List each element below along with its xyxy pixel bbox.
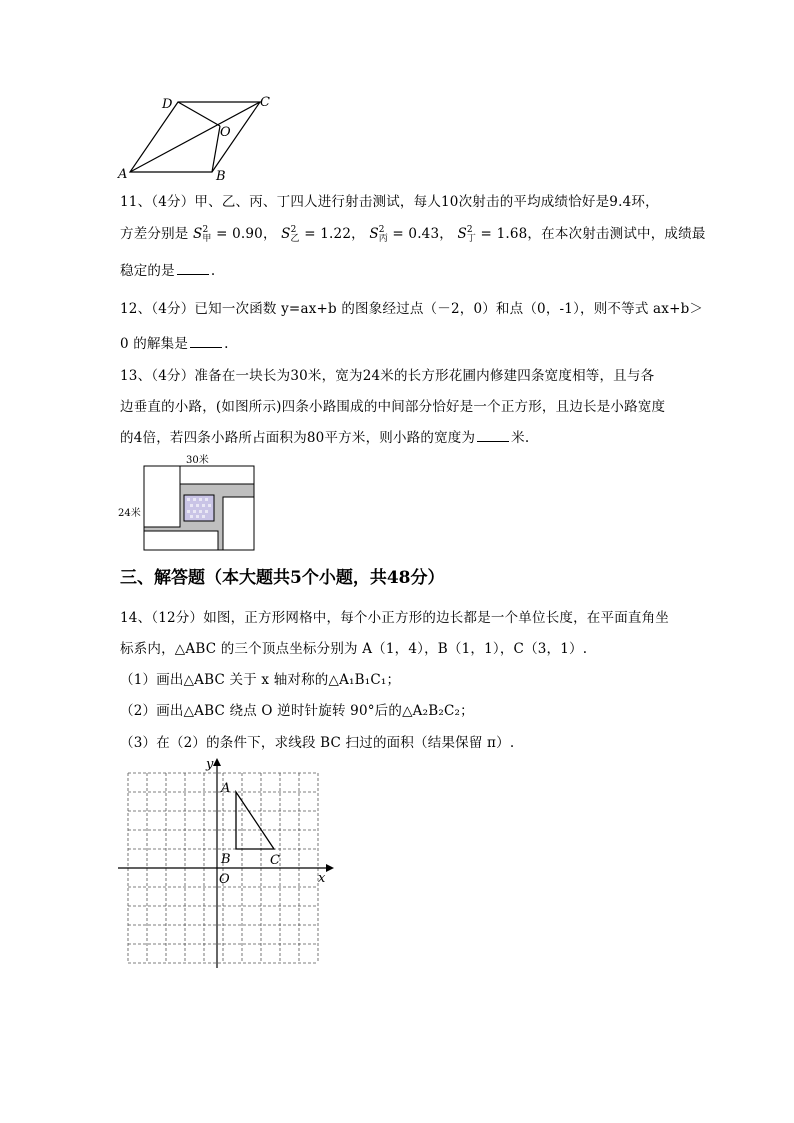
parallelogram-figure — [112, 92, 282, 184]
diagonal-ac — [130, 102, 260, 172]
q11-line2: 方差分别是 $S^2_甲 = 0.90$， $S^2_乙 = 1.22$， $S^2_丙 = 0.43$， $S^2_丁 = 1.68$，在本次射击测试中，成绩最 — [120, 225, 706, 244]
origin-label: O — [219, 872, 230, 887]
vertex-c-label: C — [270, 853, 280, 868]
section-title: 三、解答题（本大题共5个小题，共48分） — [120, 568, 445, 588]
variance-jia: $S^2_甲 = 0.90$ — [193, 225, 263, 244]
label-b: B — [216, 169, 226, 184]
label-a: A — [118, 167, 128, 182]
x-axis-arrow — [326, 864, 334, 872]
segment-do — [178, 102, 220, 126]
garden-figure — [116, 452, 266, 554]
answer-blank — [177, 264, 209, 275]
answer-blank — [477, 431, 509, 442]
coordinate-grid-figure — [112, 752, 337, 974]
q12-line2: 0 的解集是 . — [120, 336, 229, 352]
vertex-b-label: B — [221, 852, 231, 867]
q14-item1: （1）画出△ABC 关于 x 轴对称的△A₁B₁C₁； — [120, 672, 401, 688]
height-label: 24米 — [118, 508, 141, 519]
q14-line1: 14、（12分）如图，正方形网格中，每个小正方形的边长都是一个单位长度，在平面直角坐 — [120, 610, 670, 626]
y-axis-label: y — [206, 757, 214, 772]
plot-bottom — [144, 531, 218, 550]
q12-line1: 12、（4分）已知一次函数 y=ax+b 的图象经过点（－2，0）和点（0，-1），则不等式 ax+b＞ — [120, 301, 704, 317]
answer-blank — [190, 337, 222, 348]
q14-item2: （2）画出△ABC 绕点 O 逆时针旋转 90°后的△A₂B₂C₂； — [120, 703, 474, 719]
q11-line1: 11、（4分）甲、乙、丙、丁四人进行射击测试，每人10次射击的平均成绩恰好是9.4环， — [120, 194, 659, 210]
q14-item3: （3）在（2）的条件下，求线段 BC 扫过的面积（结果保留 π）. — [120, 735, 515, 751]
variance-yi: $S^2_乙 = 1.22$ — [281, 225, 352, 244]
label-c: C — [260, 95, 270, 110]
label-o: O — [220, 125, 231, 140]
q13-line1: 13、（4分）准备在一块长为30米，宽为24米的长方形花圃内修建四条宽度相等，且与各 — [120, 368, 655, 384]
q13-line3: 的4倍，若四条小路所占面积为80平方米，则小路的宽度为 米. — [120, 430, 530, 446]
q11-variance-suffix: ，在本次射击测试中，成绩最 — [527, 226, 706, 242]
variance-bing: $S^2_丙 = 0.43$ — [369, 225, 440, 244]
width-label: 30米 — [186, 455, 209, 466]
plot-left — [144, 466, 180, 527]
q11-line3: 稳定的是 . — [120, 263, 216, 279]
q11-variance-prefix: 方差分别是 — [120, 226, 189, 242]
segment-ob — [212, 126, 220, 172]
y-axis-arrow — [213, 758, 221, 766]
x-axis-label: x — [318, 871, 326, 886]
vertex-a-label: A — [221, 781, 231, 796]
q14-line2: 标系内，△ABC 的三个顶点坐标分别为 A（1，4），B（1，1），C（3，1）. — [120, 641, 588, 657]
label-d: D — [162, 97, 173, 112]
plot-right — [223, 497, 254, 550]
variance-ding: $S^2_丁 = 1.68$ — [457, 225, 528, 244]
q13-line2: 边垂直的小路，(如图所示)四条小路围成的中间部分恰好是一个正方形，且边长是小路宽度 — [120, 399, 666, 415]
